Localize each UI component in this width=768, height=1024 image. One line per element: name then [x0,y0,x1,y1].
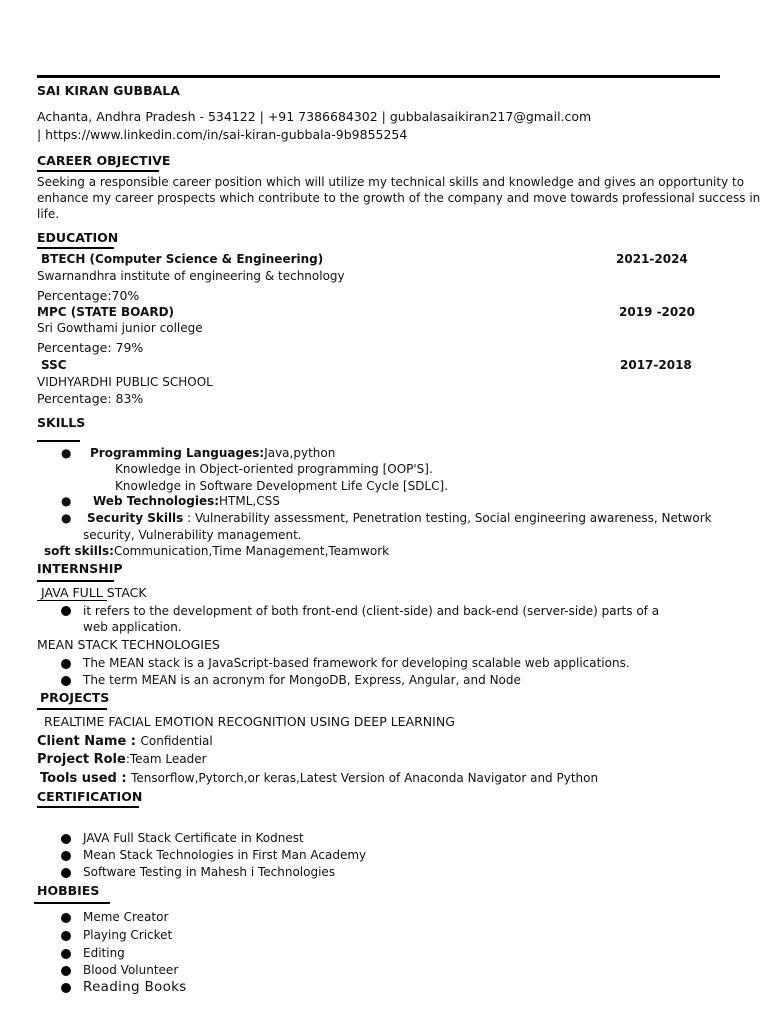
internship-mean-item-2: The term MEAN is an acronym for MongoDB, Express, Angular, and Node [83,673,521,687]
bullet-dot [61,606,71,616]
skill-security-label: Security Skills [87,511,184,525]
hobbies-heading: HOBBIES [37,883,100,898]
edu-school-3: VIDHYARDHI PUBLIC SCHOOL [37,375,213,389]
career-line-3: life. [37,207,60,221]
internship-java-line-1: it refers to the development of both front-end (client-side) and back-end (server-side) parts of a [83,604,660,618]
skills-heading: SKILLS [37,415,86,430]
project-role [37,751,207,768]
internship-java-line-2: web application. [83,620,182,634]
project-role-value: :Team Leader [125,752,207,766]
hobby-item-4: Blood Volunteer [83,963,179,977]
bullet-dot [61,931,71,941]
edu-percent-3: Percentage: 83% [37,391,144,406]
skill-soft [44,543,389,559]
skill-security-value: : Vulnerability assessment, Penetration testing, Social engineering awareness, Network [183,511,712,525]
project-role-label: Project Role [37,752,126,767]
education-underline [37,247,114,249]
internship-underline [37,580,114,582]
edu-degree-2: MPC (STATE BOARD) [37,305,175,319]
certification-underline [37,806,139,808]
skill-security-line-2: security, Vulnerability management. [83,528,302,542]
skill-programming-label: Programming Languages: [90,446,265,460]
hobby-item-2: Playing Cricket [83,928,173,942]
project-client-value: Confidential [140,734,213,748]
skill-soft-value: Communication,Time Management,Teamwork [113,544,390,558]
certification-item-2: Mean Stack Technologies in First Man Academy [83,848,367,862]
career-underline [37,170,159,172]
bullet-dot [61,966,71,976]
contact-line-2: | https://www.linkedin.com/in/sai-kiran-gubbala-9b9855254 [37,127,408,142]
internship-mean-item-1: The MEAN stack is a JavaScript-based framework for developing scalable web applications. [83,656,630,670]
hobbies-underline [34,902,110,904]
skill-programming [90,445,335,461]
bullet-dot [61,868,71,878]
skill-web-value: HTML,CSS [219,494,280,508]
skills-bullet-1: ● [61,446,72,460]
bullet-dot [61,983,71,993]
bullet-dot [61,913,71,923]
project-tools-label: Tools used : [40,771,132,786]
bullet-dot [61,676,71,686]
top-rule [37,75,720,78]
skill-soft-label: soft skills: [44,544,114,558]
edu-degree-1: BTECH (Computer Science & Engineering) [41,252,324,266]
internship-java-underline [37,600,107,601]
skills-bullet-3: ● [61,511,72,525]
skills-bullet-2: ● [61,494,72,508]
edu-school-1: Swarnandhra institute of engineering & technology [37,269,345,283]
certification-item-1: JAVA Full Stack Certificate in Kodnest [83,831,304,845]
hobby-item-5: Reading Books [83,979,187,995]
edu-years-2: 2019 -2020 [619,305,695,319]
bullet-dot [61,659,71,669]
bullet-dot [61,949,71,959]
edu-years-1: 2021-2024 [616,252,688,266]
project-tools [40,770,598,787]
certification-heading: CERTIFICATION [37,789,143,804]
candidate-name: SAI KIRAN GUBBALA [37,83,180,98]
project-client-label: Client Name : [37,734,141,749]
edu-percent-1: Percentage:70% [37,288,140,303]
bullet-dot [61,851,71,861]
projects-underline [37,708,107,710]
hobby-item-1: Meme Creator [83,910,169,924]
edu-degree-3: SSC [41,358,67,372]
skill-web-label: Web Technologies: [93,494,220,508]
projects-heading: PROJECTS [40,690,110,705]
skills-underline [37,440,80,442]
skill-web [93,493,280,509]
career-line-2: enhance my career prospects which contribute to the growth of the company and move towards professional success in [37,191,761,205]
skill-programming-value: Java,python [264,446,336,460]
skill-programming-sub-2: Knowledge in Software Development Life Cycle [SDLC]. [115,479,448,493]
edu-years-3: 2017-2018 [620,358,692,372]
contact-line-1: Achanta, Andhra Pradesh - 534122 | +91 7386684302 | gubbalasaikiran217@gmail.com [37,109,592,124]
edu-school-2: Sri Gowthami junior college [37,321,203,335]
certification-item-3: Software Testing in Mahesh i Technologies [83,865,336,879]
education-heading: EDUCATION [37,230,119,245]
career-heading: CAREER OBJECTIVE [37,153,171,168]
project-client [37,733,213,750]
internship-heading: INTERNSHIP [37,561,123,576]
skill-security [87,510,712,526]
internship-mean-title: MEAN STACK TECHNOLOGIES [37,637,220,652]
internship-java-title: JAVA FULL STACK [41,585,147,600]
skill-programming-sub-1: Knowledge in Object-oriented programming [OOP'S]. [115,462,433,476]
project-tools-value: Tensorflow,Pytorch,or keras,Latest Version of Anaconda Navigator and Python [131,771,599,785]
project-title: REALTIME FACIAL EMOTION RECOGNITION USING DEEP LEARNING [44,714,455,729]
career-line-1: Seeking a responsible career position which will utilize my technical skills and knowledge and gives an opportunity to [37,175,745,189]
edu-percent-2: Percentage: 79% [37,340,144,355]
hobby-item-3: Editing [83,946,125,960]
bullet-dot [61,834,71,844]
